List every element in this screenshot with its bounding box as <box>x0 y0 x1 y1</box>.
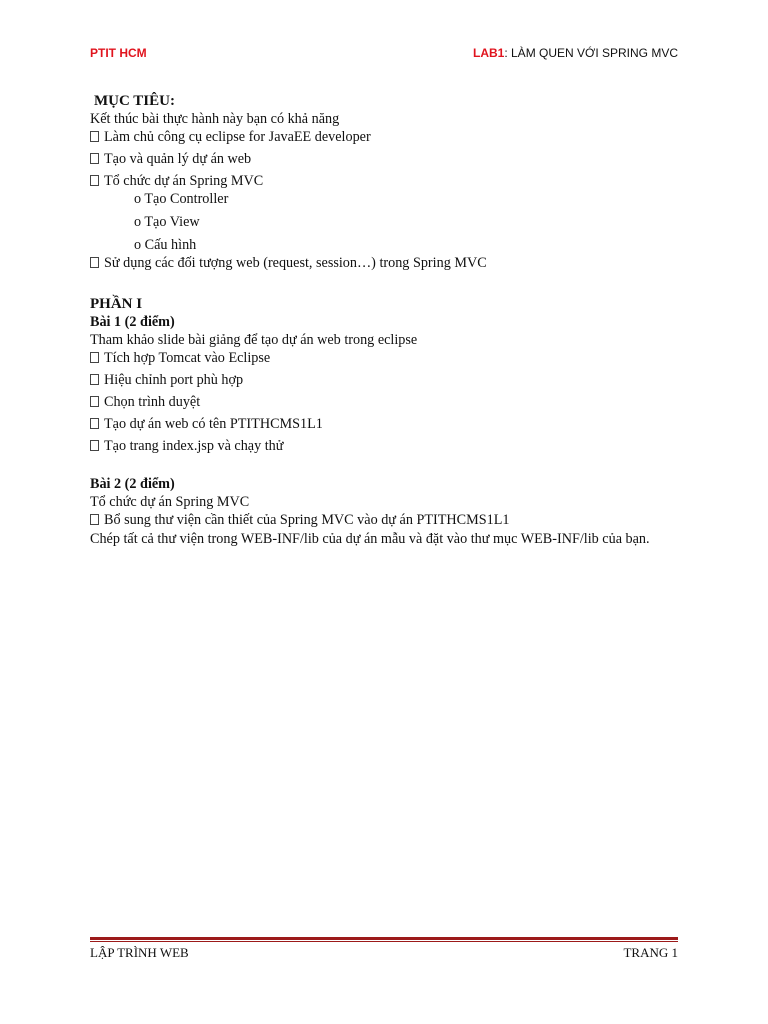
exercise-2-item: Bổ sung thư viện cần thiết của Spring MVC vào dự án PTITHCMS1L1 <box>90 511 680 529</box>
header-lab-title <box>473 46 678 60</box>
bullet-box-icon <box>90 131 99 142</box>
objective-item: Tổ chức dự án Spring MVC <box>90 172 680 190</box>
footer-rule <box>90 937 678 940</box>
exercise-2-title: Bài 2 (2 điểm) <box>90 476 175 492</box>
objective-title: MỤC TIÊU: <box>94 93 175 109</box>
bullet-box-icon <box>90 175 99 186</box>
page-footer <box>90 945 678 963</box>
header-lab-number: LAB1 <box>473 46 505 60</box>
footer-page-number: TRANG 1 <box>623 945 678 960</box>
footer-rule-thin <box>90 941 678 942</box>
objective-sub-item: o Tạo Controller <box>134 191 229 207</box>
bullet-box-icon <box>90 352 99 363</box>
document-body <box>90 92 680 550</box>
exercise-1-item: Tích hợp Tomcat vào Eclipse <box>90 349 680 367</box>
bullet-box-icon <box>90 418 99 429</box>
footer-course: LẬP TRÌNH WEB <box>90 945 189 960</box>
exercise-1-intro: Tham khảo slide bài giảng để tạo dự án web trong eclipse <box>90 332 418 348</box>
exercise-1-title: Bài 1 (2 điểm) <box>90 314 175 330</box>
header-school: PTIT HCM <box>90 46 147 60</box>
bullet-box-icon <box>90 440 99 451</box>
objective-item: Sử dụng các đối tượng web (request, session…) trong Spring MVC <box>90 254 680 272</box>
bullet-box-icon <box>90 514 99 525</box>
exercise-1-item: Tạo dự án web có tên PTITHCMS1L1 <box>90 415 680 433</box>
objective-intro: Kết thúc bài thực hành này bạn có khả năng <box>90 111 340 127</box>
header-lab-name: : LÀM QUEN VỚI SPRING MVC <box>504 46 678 60</box>
bullet-box-icon <box>90 374 99 385</box>
objective-item: Tạo và quản lý dự án web <box>90 150 680 168</box>
objective-sub-item: o Cấu hình <box>134 237 197 253</box>
bullet-box-icon <box>90 396 99 407</box>
bullet-box-icon <box>90 257 99 268</box>
bullet-box-icon <box>90 153 99 164</box>
exercise-2-intro: Tổ chức dự án Spring MVC <box>90 494 250 510</box>
exercise-1-item: Hiệu chỉnh port phù hợp <box>90 371 680 389</box>
exercise-1-item: Tạo trang index.jsp và chạy thử <box>90 437 680 455</box>
objective-item: Làm chủ công cụ eclipse for JavaEE developer <box>90 128 680 146</box>
exercise-1-item: Chọn trình duyệt <box>90 393 680 411</box>
page-header <box>90 46 678 66</box>
exercise-2-note: Chép tất cả thư viện trong WEB-INF/lib của dự án mẫu và đặt vào thư mục WEB-INF/lib của bạn. <box>90 531 650 547</box>
objective-sub-item: o Tạo View <box>134 214 200 230</box>
part-title: PHẦN I <box>90 296 143 312</box>
